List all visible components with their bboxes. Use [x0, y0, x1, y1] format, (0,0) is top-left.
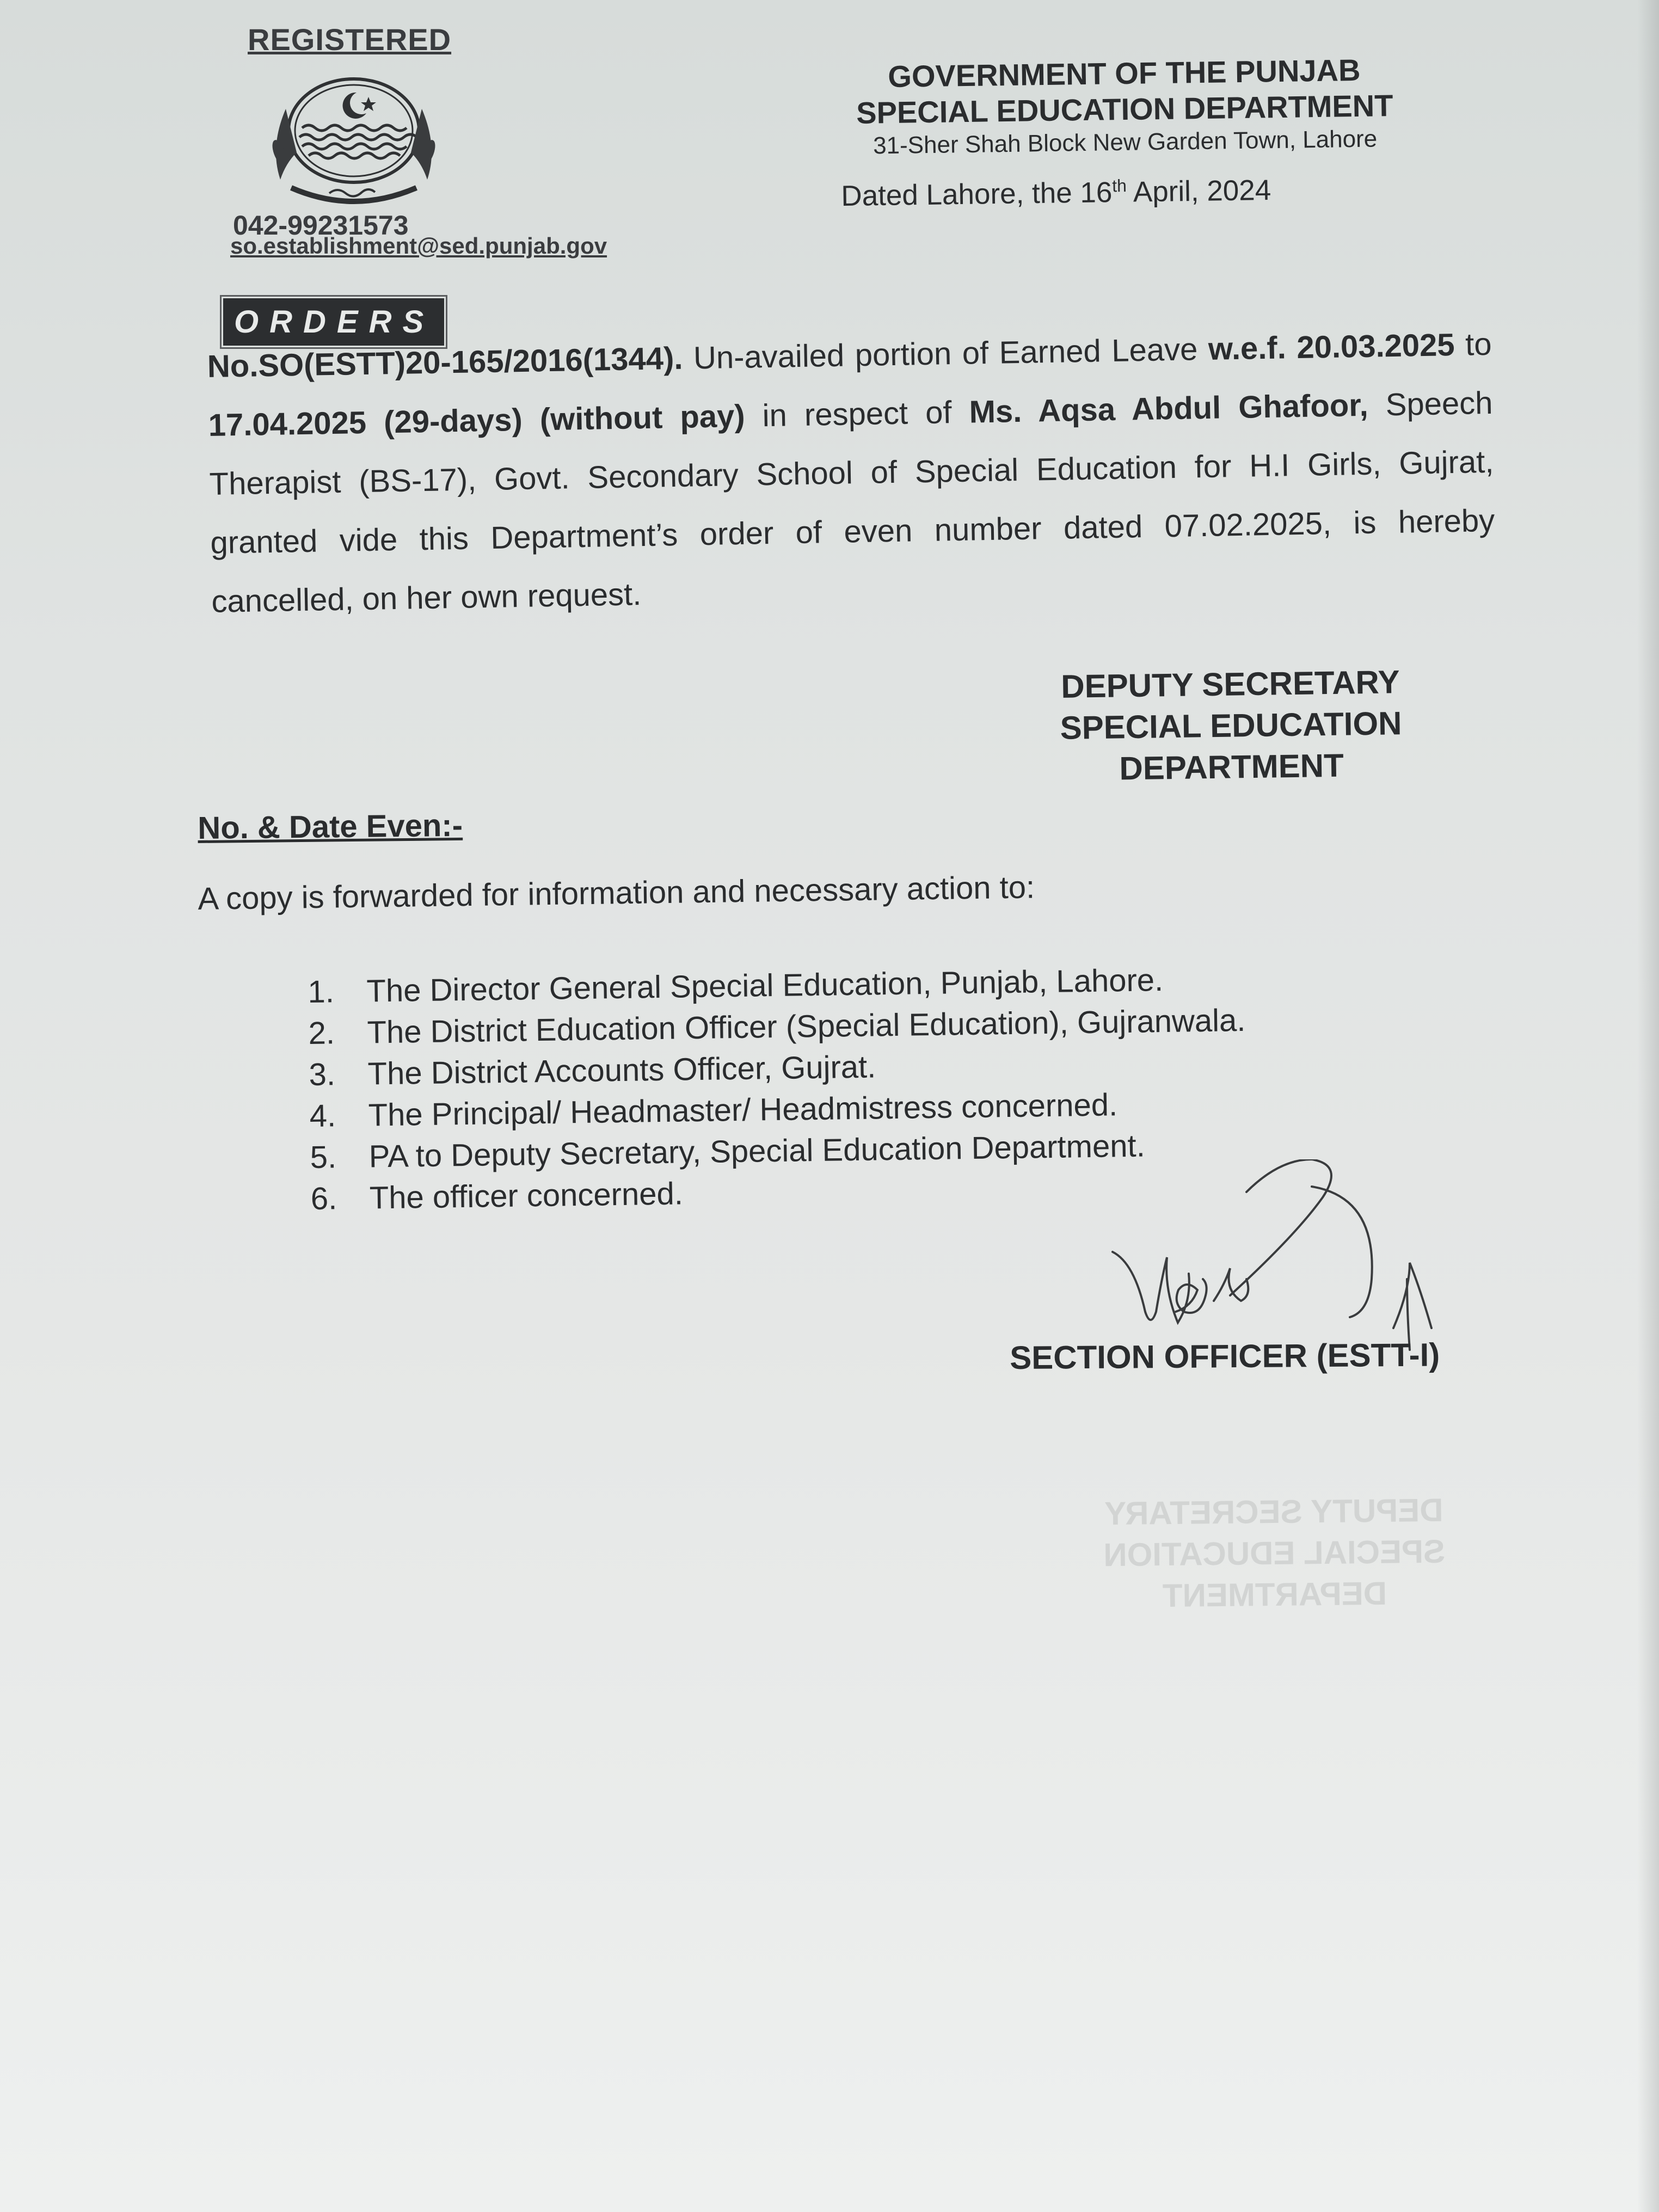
- registered-label: REGISTERED: [248, 22, 452, 57]
- letterhead: [811, 51, 1439, 162]
- department-name: SPECIAL EDUCATION DEPARTMENT: [856, 88, 1393, 130]
- order-to: to: [1454, 326, 1492, 362]
- order-space: [366, 404, 384, 440]
- date-suffix-sup: th: [1111, 176, 1127, 196]
- order-days: (29-days): [383, 402, 523, 440]
- deputy-line-2: SPECIAL EDUCATION: [1060, 705, 1402, 746]
- date-month-year: April, 2024: [1126, 174, 1271, 208]
- order-to-date: 17.04.2025: [208, 404, 367, 443]
- orders-heading: ORDERS: [223, 298, 444, 346]
- list-item-number: 3.: [309, 1056, 336, 1092]
- order-paragraph: [207, 315, 1496, 631]
- list-item-text: PA to Deputy Secretary, Special Education Department.: [368, 1128, 1146, 1175]
- list-item-number: 1.: [308, 974, 335, 1010]
- order-text-1: Un-availed portion of Earned Leave: [682, 331, 1209, 376]
- forward-text: A copy is forwarded for information and necessary action to:: [198, 869, 1035, 917]
- government-name: GOVERNMENT OF THE PUNJAB: [887, 52, 1361, 94]
- order-space-2: [522, 402, 540, 438]
- ghost-line-2: SPECIAL EDUCATION: [1103, 1533, 1446, 1574]
- phone-number: 042-99231573: [233, 210, 409, 241]
- no-date-even-heading: No. & Date Even:-: [198, 807, 463, 846]
- section-officer-signatory: SECTION OFFICER (ESTT-I): [1010, 1336, 1440, 1376]
- list-item-number: 2.: [308, 1015, 335, 1051]
- deputy-line-1: DEPUTY SECRETARY: [1060, 663, 1400, 705]
- punjab-government-emblem-icon: [248, 71, 460, 212]
- bleed-through-text: [1067, 1489, 1482, 1618]
- ghost-line-3: DEPARTMENT: [1162, 1575, 1387, 1614]
- department-address: 31-Sher Shah Block New Garden Town, Lahore: [872, 125, 1378, 159]
- ghost-line-1: DEPUTY SECRETARY: [1104, 1491, 1443, 1532]
- order-number: No.SO(ESTT)20-165/2016(1344).: [207, 340, 683, 384]
- email-address: so.establishment@sed.punjab.gov: [230, 233, 607, 259]
- letter-date: [841, 174, 1271, 213]
- order-wef-date: w.e.f. 20.03.2025: [1208, 327, 1455, 367]
- order-text-2: in respect of: [745, 394, 970, 434]
- deputy-line-3: DEPARTMENT: [1119, 747, 1344, 787]
- list-item-number: 5.: [310, 1139, 337, 1175]
- list-item-text: The District Accounts Officer, Gujrat.: [367, 1049, 876, 1092]
- order-without-pay: (without pay): [539, 398, 746, 438]
- page-edge-shadow: [1637, 0, 1659, 2212]
- employee-name: Ms. Aqsa Abdul Ghafoor,: [969, 387, 1369, 430]
- order-text-3: Speech Therapist (BS-17), Govt. Secondary School of Special Education for H.I Girls, Gujrat, granted vide this Department’s order of even number dated 07.02.2025, is hereby cancelled, on her own request.: [209, 385, 1495, 619]
- list-item-text: The officer concerned.: [369, 1176, 684, 1216]
- handwritten-signature: [1105, 1159, 1486, 1366]
- list-item-text: The Principal/ Headmaster/ Headmistress concerned.: [368, 1087, 1118, 1133]
- date-prefix: Dated Lahore, the 16: [841, 176, 1113, 212]
- list-item-text: The Director General Special Education, Punjab, Lahore.: [366, 962, 1164, 1009]
- deputy-secretary-block: [1018, 661, 1444, 791]
- list-item-number: 4.: [309, 1098, 336, 1134]
- list-item-number: 6.: [310, 1181, 337, 1216]
- list-item-text: The District Education Officer (Special Education), Gujranwala.: [367, 1002, 1246, 1050]
